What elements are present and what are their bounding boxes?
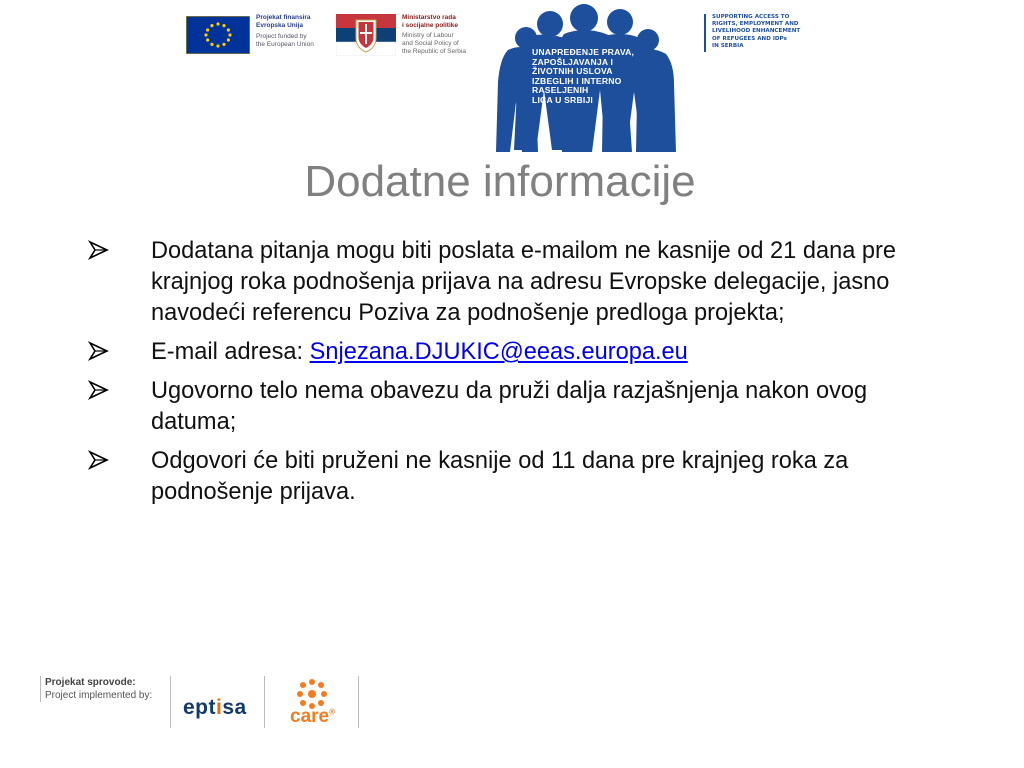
- bullet-text: Ugovorno telo nema obavezu da pruži dalja razjašnjenja nakon ovog datuma;: [151, 378, 868, 435]
- footer-divider: [170, 676, 171, 728]
- eptisa-logo-accent: i: [216, 696, 223, 719]
- support-caption-line: LIVELIHOOD ENHANCEMENT: [712, 28, 801, 35]
- ministry-caption-line-en: the Republic of Serbia: [402, 48, 466, 55]
- project-logo-line: ŽIVOTNIH USLOVA: [532, 66, 613, 77]
- support-caption-line: RIGHTS, EMPLOYMENT AND: [712, 21, 799, 28]
- ministry-caption-line-en: and Social Policy of: [402, 40, 459, 47]
- eu-flag-icon: [186, 16, 250, 54]
- list-item: [88, 446, 948, 508]
- project-logo-line: UNAPREĐENJE PRAVA,: [532, 47, 635, 57]
- bullet-text: Dodatana pitanja mogu biti poslata e-mailom ne kasnije od 21 dana pre krajnjog roka podnošenja prijava na adresu Evropske delegacije, jasno navodeći referencu Poziva za podnošenje predloga projekta;: [151, 238, 896, 326]
- arrow-bullet-icon: [88, 239, 110, 261]
- support-caption-line: IN SERBIA: [712, 42, 744, 49]
- arrow-bullet-icon: [88, 449, 110, 471]
- project-logo-caption: [532, 48, 664, 106]
- care-logo-text: care: [290, 706, 330, 727]
- footer-divider: [358, 676, 359, 728]
- implementers-label-line: Projekat sprovode:: [45, 677, 136, 688]
- project-logo-line: RASELJENIH: [532, 85, 589, 96]
- header-logos: [0, 0, 1024, 160]
- eptisa-logo: [183, 696, 247, 720]
- eu-logo-block: [186, 14, 326, 56]
- implementers-label-line: Project implemented by:: [45, 690, 153, 701]
- support-caption-line: OF REFUGEES AND IDPs: [712, 35, 787, 42]
- support-caption-line: SUPPORTING ACCESS TO: [712, 14, 790, 20]
- ministry-logo-block: [336, 14, 486, 56]
- eu-caption-line: Evropska Unija: [256, 22, 303, 29]
- ministry-caption-line: i socijalne politike: [402, 22, 458, 29]
- eu-caption-line: Projekat finansira: [256, 14, 311, 21]
- support-caption-block: [700, 14, 840, 54]
- support-caption: [712, 14, 836, 50]
- email-link[interactable]: Snjezana.DJUKIC@eeas.europa.eu: [309, 339, 688, 365]
- care-trademark: ®: [329, 707, 336, 717]
- list-item: [88, 236, 948, 329]
- care-logo: [290, 706, 335, 728]
- eptisa-logo-part: ept: [183, 696, 216, 719]
- list-item: [88, 337, 948, 368]
- support-caption-divider: [704, 14, 706, 52]
- project-logo-line: LICA U SRBIJI: [532, 94, 594, 105]
- slide-title: Dodatne informacije: [304, 157, 696, 206]
- serbian-flag-emblem-icon: [336, 14, 396, 56]
- list-item: [88, 376, 948, 438]
- arrow-bullet-icon: [88, 379, 110, 401]
- bullet-text: E-mail adresa:: [151, 339, 310, 365]
- eptisa-logo-part: sa: [222, 696, 247, 719]
- bullet-list: [88, 236, 948, 516]
- project-logo-line: ZAPOŠLJAVANJA I: [532, 56, 614, 67]
- footer-divider: [264, 676, 265, 728]
- bullet-text: Odgovori će biti pruženi ne kasnije od 11 dana pre krajnjeg roka za podnošenje prijava.: [151, 448, 849, 505]
- project-logo-line: IZBEGLIH I INTERNO: [532, 75, 622, 86]
- footer-implementers: [0, 660, 1024, 750]
- ministry-caption-line: Ministarstvo rada: [402, 14, 456, 21]
- arrow-bullet-icon: [88, 340, 110, 362]
- eu-caption-line-en: the European Union: [256, 41, 314, 48]
- ministry-caption: [402, 14, 484, 56]
- ministry-caption-line-en: Ministry of Labour: [402, 32, 454, 39]
- implementers-label: [40, 676, 152, 702]
- eu-caption: [256, 14, 328, 49]
- eu-caption-line-en: Project funded by: [256, 33, 307, 40]
